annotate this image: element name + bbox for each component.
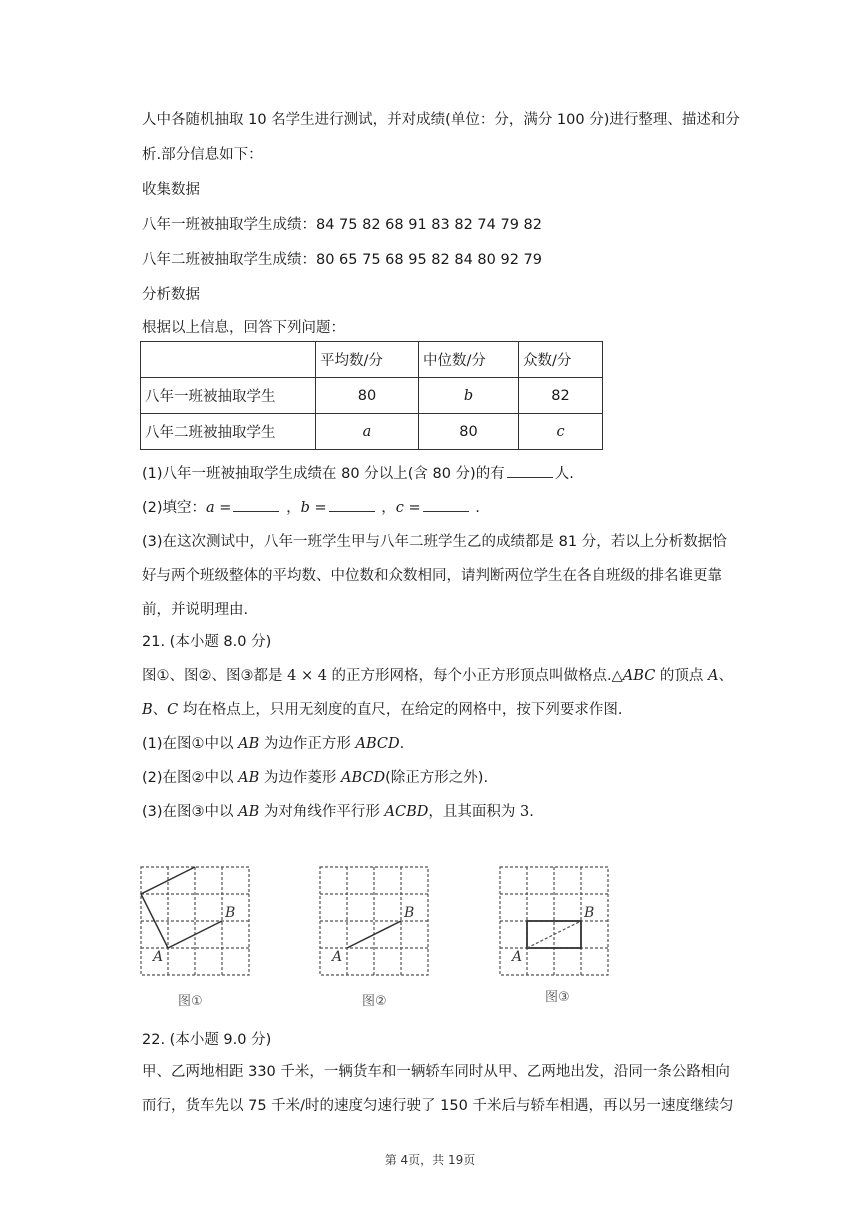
answer-blank bbox=[507, 463, 553, 478]
table-cell: 82 bbox=[519, 378, 603, 414]
table-cell: 八年一班被抽取学生 bbox=[141, 378, 316, 414]
segment-ab: AB bbox=[238, 804, 260, 820]
q22-heading: 22. (本小题 9.0 分) bbox=[142, 1032, 272, 1048]
q22-text-line-1: 甲、乙两地相距 330 千米，一辆货车和一辆轿车同时从甲、乙两地出发，沿同一条公路相向 bbox=[142, 1064, 730, 1080]
figure-2-caption: 图② bbox=[362, 994, 387, 1009]
answer-blank bbox=[233, 497, 279, 512]
q20-text-line-2: 析.部分信息如下： bbox=[142, 147, 263, 163]
table-header-cell bbox=[141, 342, 316, 378]
label-a: A bbox=[153, 949, 164, 965]
q20-part-3-line-2: 好与两个班级整体的平均数、中位数和众数相同，请判断两位学生在各自班级的排名谁更靠 bbox=[142, 568, 722, 584]
text: 均在格点上，只用无刻度的直尺，在给定的网格中，按下列要求作图. bbox=[182, 702, 623, 718]
text: 为对角线作平行形 bbox=[263, 804, 380, 820]
figure-2-grid bbox=[315, 862, 435, 982]
class-2-scores: 八年二班被抽取学生成绩：80 65 75 68 95 82 84 80 92 79 bbox=[142, 252, 542, 268]
section-analyze-data: 分析数据 bbox=[142, 287, 200, 303]
label-a: A bbox=[512, 949, 523, 965]
label-b: B bbox=[404, 905, 415, 921]
text: 、 bbox=[152, 702, 168, 718]
text: 的正方形网格，每个小正方形顶点叫做格点. bbox=[331, 668, 612, 684]
table-cell: 八年二班被抽取学生 bbox=[141, 414, 316, 450]
q20-part-3-line-1: (3)在这次测试中，八年一班学生甲与八年二班学生乙的成绩都是 81 分，若以上分析数据恰 bbox=[142, 534, 727, 550]
table-header-cell: 众数/分 bbox=[519, 342, 603, 378]
table-cell: a bbox=[316, 414, 419, 450]
text: . bbox=[399, 736, 405, 752]
q20-part-2-text: (2)填空： bbox=[142, 500, 207, 516]
q20-part-1-tail: 人. bbox=[554, 466, 574, 482]
q20-part-2 bbox=[142, 497, 480, 518]
q20-part-3-line-3: 前，并说明理由. bbox=[142, 602, 249, 618]
stats-table bbox=[140, 341, 603, 450]
point-a: A bbox=[708, 668, 719, 684]
segment-ab: AB bbox=[238, 770, 260, 786]
separator: ， bbox=[286, 500, 301, 516]
grid-size: 4 × 4 bbox=[287, 668, 327, 684]
blank-label-b: b = bbox=[300, 500, 327, 516]
figure-3-caption: 图③ bbox=[545, 990, 570, 1005]
label-a: A bbox=[332, 949, 343, 965]
text: 图①、图②、图③都是 bbox=[142, 668, 283, 684]
area-value: 3 bbox=[519, 804, 530, 820]
text: 的顶点 bbox=[659, 668, 704, 684]
table-cell: 80 bbox=[419, 414, 519, 450]
triangle-abc-edges bbox=[141, 867, 222, 948]
text: ，且其面积为 bbox=[428, 804, 516, 820]
q21-step-2 bbox=[142, 768, 488, 788]
text: 、 bbox=[718, 668, 734, 684]
q21-desc-line-2 bbox=[142, 700, 622, 720]
table-header-cell: 中位数/分 bbox=[419, 342, 519, 378]
point-b: B bbox=[142, 702, 153, 718]
text: (2)在图②中以 bbox=[142, 770, 234, 786]
q22-text-line-2: 而行，货车先以 75 千米/时的速度匀速行驶了 150 千米后与轿车相遇，再以另一速度继续匀 bbox=[142, 1098, 734, 1114]
text: 为边作菱形 bbox=[263, 770, 337, 786]
text: . bbox=[529, 804, 534, 820]
separator: ， bbox=[381, 500, 396, 516]
text: (3)在图③中以 bbox=[142, 804, 234, 820]
figure-1-caption: 图① bbox=[178, 994, 203, 1009]
figure-1-grid bbox=[136, 862, 256, 982]
table-cell: 80 bbox=[316, 378, 419, 414]
q20-part-1-text: (1)八年一班被抽取学生成绩在 80 分以上(含 80 分)的有 bbox=[142, 466, 505, 482]
answer-prompt: 根据以上信息，回答下列问题： bbox=[142, 320, 345, 336]
blank-label-a: a = bbox=[206, 500, 232, 516]
q20-text-line-1: 人中各随机抽取 10 名学生进行测试，并对成绩(单位：分，满分 100 分)进行整理、描述和分 bbox=[142, 112, 740, 128]
period: . bbox=[475, 500, 480, 516]
table-cell: b bbox=[419, 378, 519, 414]
table-row bbox=[141, 378, 603, 414]
text: (1)在图①中以 bbox=[142, 736, 234, 752]
q21-step-1 bbox=[142, 734, 404, 754]
answer-blank bbox=[329, 497, 375, 512]
shape-name: ACBD bbox=[384, 804, 429, 820]
figure-3-grid bbox=[495, 862, 615, 982]
label-b: B bbox=[225, 905, 236, 921]
segment-ab: AB bbox=[238, 736, 260, 752]
answer-blank bbox=[423, 497, 469, 512]
label-b: B bbox=[584, 905, 595, 921]
table-cell: c bbox=[519, 414, 603, 450]
shape-name: ABCD bbox=[355, 736, 400, 752]
triangle-name: △ABC bbox=[611, 668, 656, 684]
blank-label-c: c = bbox=[395, 500, 421, 516]
table-header-cell: 平均数/分 bbox=[316, 342, 419, 378]
page-footer: 第 4页，共 19页 bbox=[384, 1153, 476, 1167]
q21-heading: 21. (本小题 8.0 分) bbox=[142, 634, 272, 650]
table-header-row bbox=[141, 342, 603, 378]
point-c: C bbox=[167, 702, 179, 718]
text: 为边作正方形 bbox=[263, 736, 351, 752]
q21-step-3 bbox=[142, 802, 534, 822]
q20-part-1 bbox=[142, 463, 574, 484]
table-row bbox=[141, 414, 603, 450]
text: (除正方形之外). bbox=[385, 770, 489, 786]
section-collect-data: 收集数据 bbox=[142, 182, 200, 198]
shape-name: ABCD bbox=[341, 770, 386, 786]
class-1-scores: 八年一班被抽取学生成绩：84 75 82 68 91 83 82 74 79 82 bbox=[142, 217, 542, 233]
q21-desc-line-1 bbox=[142, 666, 733, 686]
